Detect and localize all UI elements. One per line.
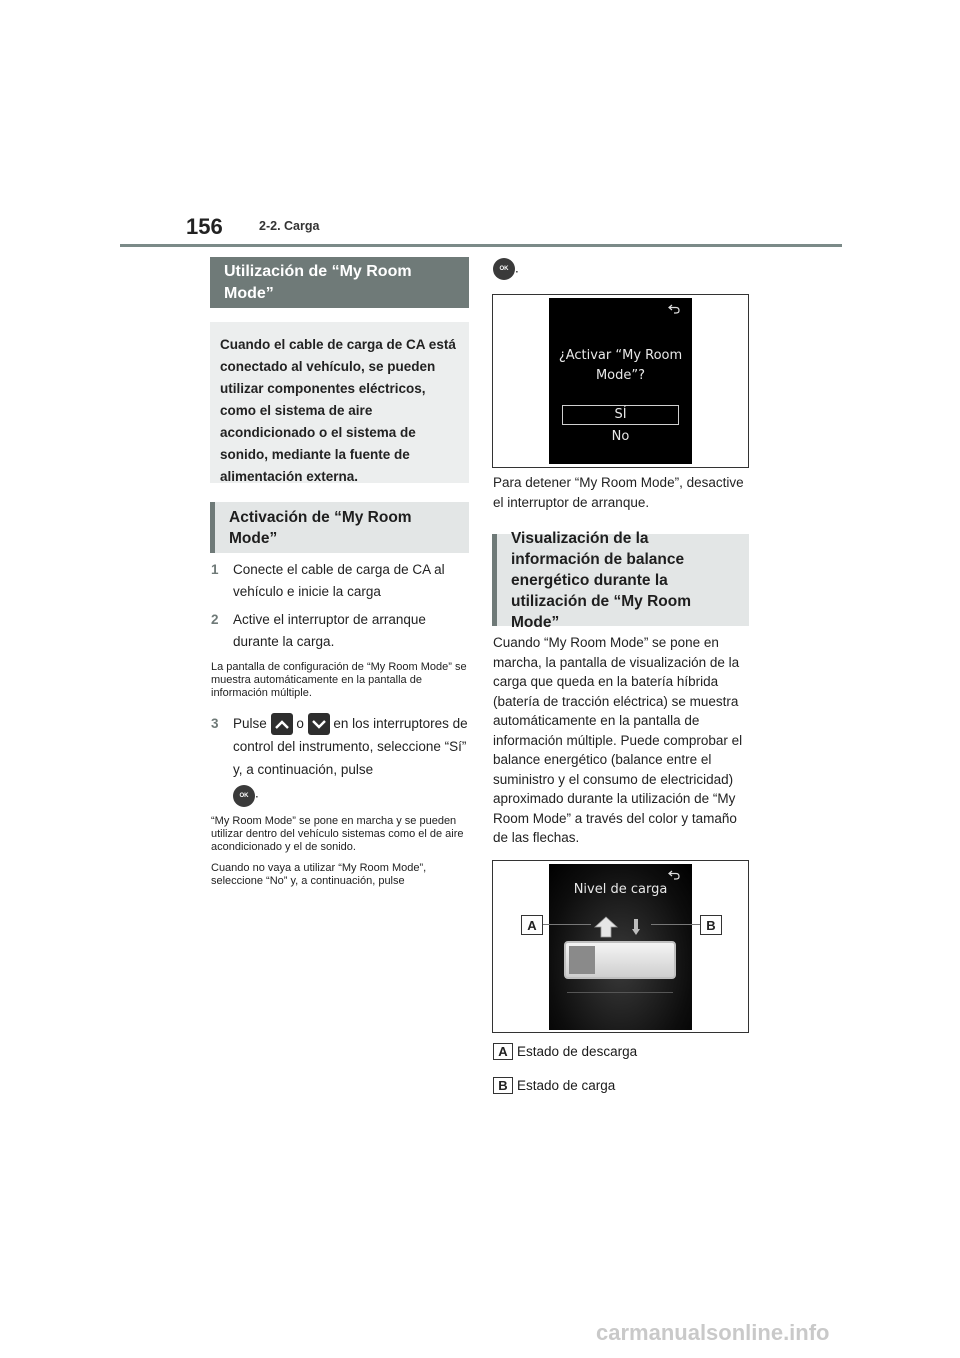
option-no: No bbox=[611, 429, 630, 444]
ok-button-icon: OK bbox=[233, 785, 255, 807]
return-arrow-icon bbox=[668, 304, 680, 314]
stop-instructions: Para detener “My Room Mode”, desactive el interruptor de arranque. bbox=[493, 475, 744, 510]
intro-box bbox=[210, 322, 469, 483]
note-cancel: Cuando no vaya a utilizar “My Room Mode”, seleccione “No” y, a continuación, pulse bbox=[211, 862, 427, 888]
step-3-mid: o bbox=[296, 716, 304, 731]
callout-b: B bbox=[700, 915, 722, 935]
step-3-body bbox=[233, 712, 469, 807]
subheading-text: Activación de “My Room Mode” bbox=[229, 508, 412, 547]
energy-balance-description: Cuando “My Room Mode” se pone en marcha, la pantalla de visualización de la carga que queda en la batería híbrida (batería de tracción eléctrica) se muestra automáticamente en la pantalla de información múltiple. Puede comprobar el balance energético (balance entre el suministro y el consumo de electricidad) aproximado durante la utilización de “My Room Mode” a través del color y tamaño de las flechas. bbox=[493, 635, 743, 845]
chevron-down-icon bbox=[308, 713, 330, 735]
legend-text: Estado de descarga bbox=[517, 1044, 638, 1059]
legend-key: A bbox=[493, 1043, 513, 1060]
step-number: 3 bbox=[211, 716, 219, 731]
intro-text: Cuando el cable de carga de CA está conectado al vehículo, se pueden utilizar componentes eléctricos, como el sistema de aire acondicionado o el sistema de sonido, mediante la fuente de alimentación externa. bbox=[220, 337, 456, 484]
section-heading-text: Utilización de “My Room Mode” bbox=[224, 262, 412, 302]
callout-a: A bbox=[521, 915, 543, 935]
ok-tail: . bbox=[515, 260, 519, 276]
callout-line-b bbox=[651, 924, 701, 925]
steps-list bbox=[211, 559, 469, 888]
screen-charge-level-figure bbox=[492, 860, 749, 1033]
section-reference: 2-2. Carga bbox=[259, 219, 320, 233]
chevron-up-icon bbox=[271, 713, 293, 735]
charge-arrow-icon bbox=[631, 918, 641, 936]
battery-scale bbox=[567, 988, 673, 993]
step-3-pre: Pulse bbox=[233, 716, 267, 731]
charge-level-title: Nivel de carga bbox=[573, 882, 668, 897]
step-text: Active el interruptor de arranque durante la carga. bbox=[233, 612, 426, 649]
step-number: 2 bbox=[211, 612, 219, 627]
ok-button-icon: OK bbox=[493, 258, 515, 280]
legend-text: Estado de carga bbox=[517, 1078, 616, 1093]
legend-item-a bbox=[493, 1043, 637, 1060]
subheading-activation bbox=[210, 502, 469, 553]
step-3 bbox=[211, 712, 469, 807]
legend-item-b bbox=[493, 1077, 615, 1094]
note-settings-screen: La pantalla de configuración de “My Room Mode” se muestra automáticamente en la pantalla de información múltiple. bbox=[211, 661, 467, 699]
step-number: 1 bbox=[211, 562, 219, 577]
step-text: Conecte el cable de carga de CA al vehículo e inicie la carga bbox=[233, 562, 445, 599]
ok-continuation bbox=[493, 258, 519, 280]
note-mode-started: “My Room Mode” se pone en marcha y se pueden utilizar dentro del vehículo sistemas como el de aire acondicionado y el de sonido. bbox=[211, 815, 464, 854]
subheading-energy-balance bbox=[492, 529, 749, 631]
battery-level-fill bbox=[569, 946, 595, 974]
callout-line-a bbox=[541, 924, 591, 925]
legend-key: B bbox=[493, 1077, 513, 1094]
display-screen bbox=[549, 864, 692, 1030]
activate-question: ¿Activar “My Room Mode”? bbox=[558, 348, 683, 383]
step-1 bbox=[211, 559, 469, 603]
display-screen bbox=[549, 298, 692, 464]
page-number: 156 bbox=[186, 214, 223, 239]
option-yes: SÍ bbox=[614, 407, 627, 422]
watermark: carmanualsonline.info bbox=[596, 1320, 830, 1345]
battery-gauge bbox=[564, 941, 676, 979]
return-arrow-icon bbox=[668, 870, 680, 880]
discharge-arrow-icon bbox=[594, 916, 618, 938]
step-3-post: en los interruptores de control del instrumento, seleccione “Sí” y, a continuación, pulse bbox=[233, 716, 468, 778]
header-rule bbox=[120, 244, 842, 247]
step-3-end: . bbox=[255, 786, 259, 801]
subheading-text: Visualización de la información de balance energético durante la utilización de “My Room Mode” bbox=[511, 529, 691, 631]
step-2 bbox=[211, 609, 469, 653]
section-heading-my-room-mode bbox=[210, 257, 469, 308]
screen-activate-figure bbox=[492, 294, 749, 468]
